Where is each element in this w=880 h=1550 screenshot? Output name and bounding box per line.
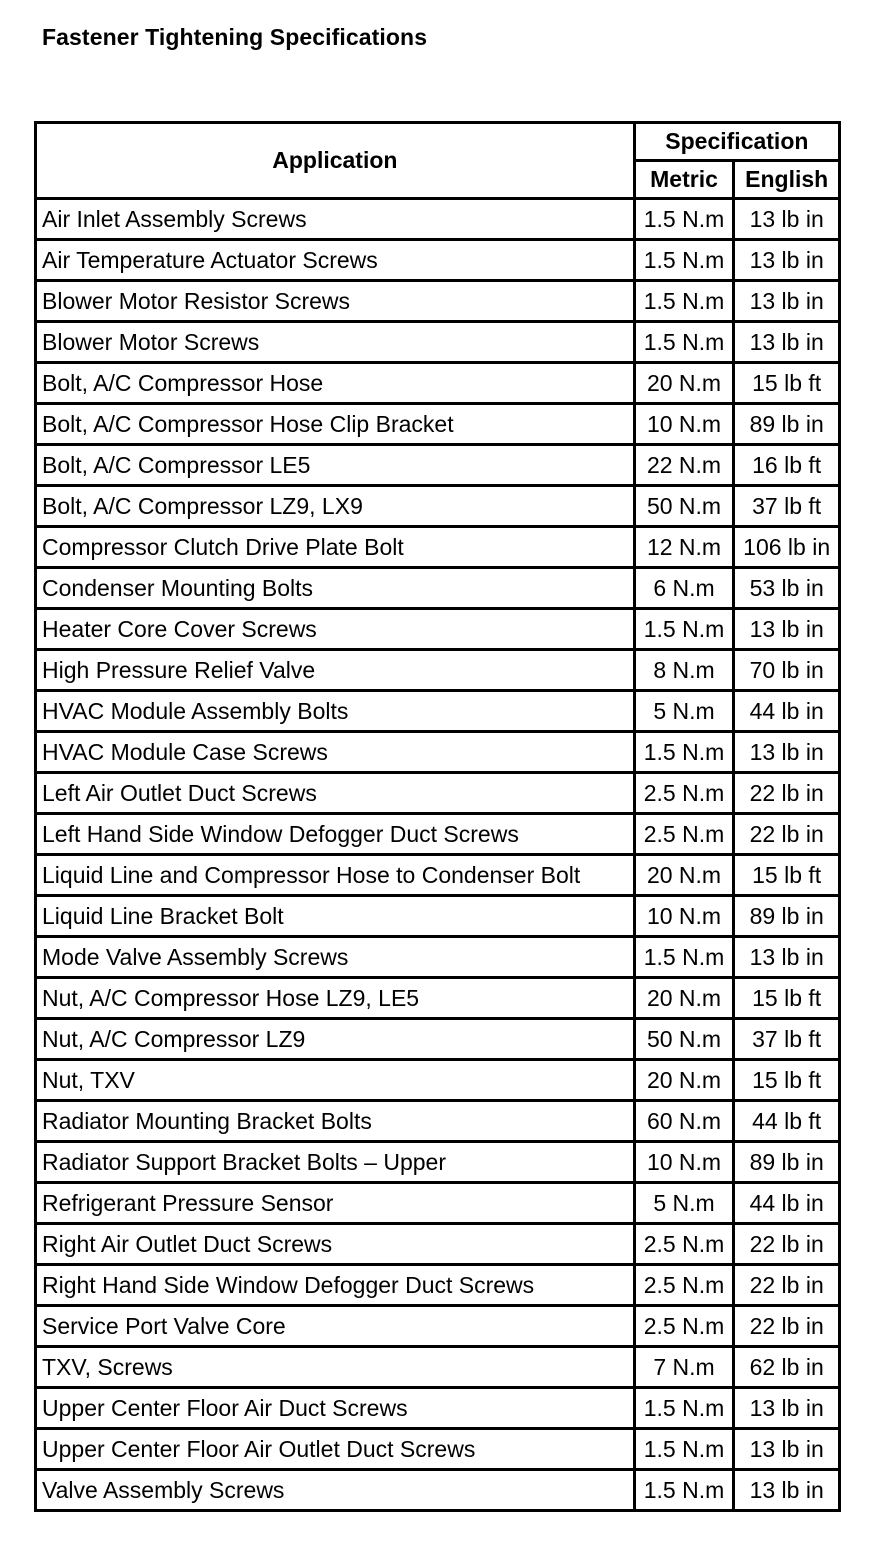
table-row: [36, 199, 840, 240]
metric-cell: 22 N.m: [634, 445, 734, 486]
application-cell: Liquid Line Bracket Bolt: [36, 896, 635, 937]
metric-cell: 20 N.m: [634, 855, 734, 896]
metric-cell: 12 N.m: [634, 527, 734, 568]
metric-cell: 7 N.m: [634, 1347, 734, 1388]
metric-cell: 2.5 N.m: [634, 1265, 734, 1306]
application-cell: Condenser Mounting Bolts: [36, 568, 635, 609]
english-cell: 15 lb ft: [734, 978, 840, 1019]
application-cell: Radiator Mounting Bracket Bolts: [36, 1101, 635, 1142]
english-cell: 89 lb in: [734, 896, 840, 937]
application-cell: Nut, TXV: [36, 1060, 635, 1101]
application-cell: TXV, Screws: [36, 1347, 635, 1388]
table-row: [36, 527, 840, 568]
application-cell: Upper Center Floor Air Outlet Duct Screws: [36, 1429, 635, 1470]
metric-cell: 1.5 N.m: [634, 1470, 734, 1511]
english-cell: 106 lb in: [734, 527, 840, 568]
table-row: [36, 1142, 840, 1183]
application-cell: Air Inlet Assembly Screws: [36, 199, 635, 240]
metric-cell: 10 N.m: [634, 896, 734, 937]
application-cell: Upper Center Floor Air Duct Screws: [36, 1388, 635, 1429]
table-row: [36, 281, 840, 322]
metric-cell: 10 N.m: [634, 1142, 734, 1183]
application-cell: Service Port Valve Core: [36, 1306, 635, 1347]
application-cell: Bolt, A/C Compressor LE5: [36, 445, 635, 486]
english-cell: 22 lb in: [734, 1306, 840, 1347]
page-title: Fastener Tightening Specifications: [42, 24, 428, 50]
table-row: [36, 1306, 840, 1347]
english-cell: 22 lb in: [734, 814, 840, 855]
metric-cell: 2.5 N.m: [634, 773, 734, 814]
application-cell: HVAC Module Assembly Bolts: [36, 691, 635, 732]
application-cell: Left Air Outlet Duct Screws: [36, 773, 635, 814]
english-cell: 89 lb in: [734, 404, 840, 445]
table-row: [36, 691, 840, 732]
english-cell: 44 lb in: [734, 1183, 840, 1224]
table-body: [36, 199, 840, 1511]
application-cell: Refrigerant Pressure Sensor: [36, 1183, 635, 1224]
metric-cell: 10 N.m: [634, 404, 734, 445]
metric-cell: 20 N.m: [634, 363, 734, 404]
metric-cell: 1.5 N.m: [634, 240, 734, 281]
metric-cell: 1.5 N.m: [634, 281, 734, 322]
table-row: [36, 1265, 840, 1306]
english-cell: 13 lb in: [734, 1429, 840, 1470]
metric-cell: 1.5 N.m: [634, 609, 734, 650]
application-cell: Compressor Clutch Drive Plate Bolt: [36, 527, 635, 568]
metric-cell: 20 N.m: [634, 1060, 734, 1101]
table-row: [36, 1183, 840, 1224]
table-row: [36, 1470, 840, 1511]
fastener-spec-table: [34, 121, 841, 1512]
table-row: [36, 773, 840, 814]
table-row: [36, 855, 840, 896]
english-cell: 15 lb ft: [734, 855, 840, 896]
english-cell: 89 lb in: [734, 1142, 840, 1183]
english-cell: 13 lb in: [734, 1388, 840, 1429]
table-row: [36, 937, 840, 978]
table-row: [36, 568, 840, 609]
table-row: [36, 978, 840, 1019]
metric-cell: 60 N.m: [634, 1101, 734, 1142]
metric-cell: 20 N.m: [634, 978, 734, 1019]
table-row: [36, 732, 840, 773]
application-cell: Valve Assembly Screws: [36, 1470, 635, 1511]
table-row: [36, 1224, 840, 1265]
metric-cell: 8 N.m: [634, 650, 734, 691]
metric-cell: 6 N.m: [634, 568, 734, 609]
english-cell: 70 lb in: [734, 650, 840, 691]
table-row: [36, 650, 840, 691]
application-cell: Blower Motor Screws: [36, 322, 635, 363]
table-row: [36, 1388, 840, 1429]
header-metric: Metric: [634, 161, 734, 199]
english-cell: 22 lb in: [734, 1265, 840, 1306]
table-row: [36, 609, 840, 650]
metric-cell: 2.5 N.m: [634, 1306, 734, 1347]
application-cell: Blower Motor Resistor Screws: [36, 281, 635, 322]
metric-cell: 2.5 N.m: [634, 814, 734, 855]
application-cell: Right Hand Side Window Defogger Duct Screws: [36, 1265, 635, 1306]
english-cell: 15 lb ft: [734, 1060, 840, 1101]
metric-cell: 1.5 N.m: [634, 732, 734, 773]
english-cell: 37 lb ft: [734, 486, 840, 527]
application-cell: Right Air Outlet Duct Screws: [36, 1224, 635, 1265]
english-cell: 15 lb ft: [734, 363, 840, 404]
application-cell: Bolt, A/C Compressor Hose: [36, 363, 635, 404]
table-row: [36, 1101, 840, 1142]
metric-cell: 1.5 N.m: [634, 1388, 734, 1429]
english-cell: 13 lb in: [734, 199, 840, 240]
metric-cell: 50 N.m: [634, 486, 734, 527]
table-row: [36, 1019, 840, 1060]
table-row: [36, 322, 840, 363]
metric-cell: 5 N.m: [634, 1183, 734, 1224]
english-cell: 13 lb in: [734, 240, 840, 281]
metric-cell: 1.5 N.m: [634, 322, 734, 363]
application-cell: Radiator Support Bracket Bolts – Upper: [36, 1142, 635, 1183]
header-english: English: [734, 161, 840, 199]
english-cell: 13 lb in: [734, 1470, 840, 1511]
english-cell: 13 lb in: [734, 281, 840, 322]
application-cell: Mode Valve Assembly Screws: [36, 937, 635, 978]
english-cell: 44 lb in: [734, 691, 840, 732]
metric-cell: 1.5 N.m: [634, 937, 734, 978]
metric-cell: 1.5 N.m: [634, 1429, 734, 1470]
english-cell: 13 lb in: [734, 322, 840, 363]
application-cell: High Pressure Relief Valve: [36, 650, 635, 691]
metric-cell: 2.5 N.m: [634, 1224, 734, 1265]
table-row: [36, 240, 840, 281]
english-cell: 22 lb in: [734, 1224, 840, 1265]
table-row: [36, 1429, 840, 1470]
table-row: [36, 445, 840, 486]
table-row: [36, 486, 840, 527]
english-cell: 16 lb ft: [734, 445, 840, 486]
table-row: [36, 363, 840, 404]
header-specification: Specification: [634, 123, 839, 161]
application-cell: Air Temperature Actuator Screws: [36, 240, 635, 281]
english-cell: 13 lb in: [734, 937, 840, 978]
metric-cell: 5 N.m: [634, 691, 734, 732]
english-cell: 13 lb in: [734, 609, 840, 650]
metric-cell: 1.5 N.m: [634, 199, 734, 240]
application-cell: Heater Core Cover Screws: [36, 609, 635, 650]
application-cell: Nut, A/C Compressor LZ9: [36, 1019, 635, 1060]
english-cell: 13 lb in: [734, 732, 840, 773]
english-cell: 44 lb ft: [734, 1101, 840, 1142]
table-row: [36, 1060, 840, 1101]
application-cell: Nut, A/C Compressor Hose LZ9, LE5: [36, 978, 635, 1019]
table-row: [36, 1347, 840, 1388]
header-application: Application: [36, 123, 635, 199]
english-cell: 37 lb ft: [734, 1019, 840, 1060]
english-cell: 22 lb in: [734, 773, 840, 814]
metric-cell: 50 N.m: [634, 1019, 734, 1060]
application-cell: Bolt, A/C Compressor LZ9, LX9: [36, 486, 635, 527]
table-row: [36, 404, 840, 445]
application-cell: Left Hand Side Window Defogger Duct Screws: [36, 814, 635, 855]
english-cell: 62 lb in: [734, 1347, 840, 1388]
table-row: [36, 814, 840, 855]
application-cell: Liquid Line and Compressor Hose to Condenser Bolt: [36, 855, 635, 896]
table-row: [36, 896, 840, 937]
application-cell: HVAC Module Case Screws: [36, 732, 635, 773]
application-cell: Bolt, A/C Compressor Hose Clip Bracket: [36, 404, 635, 445]
english-cell: 53 lb in: [734, 568, 840, 609]
